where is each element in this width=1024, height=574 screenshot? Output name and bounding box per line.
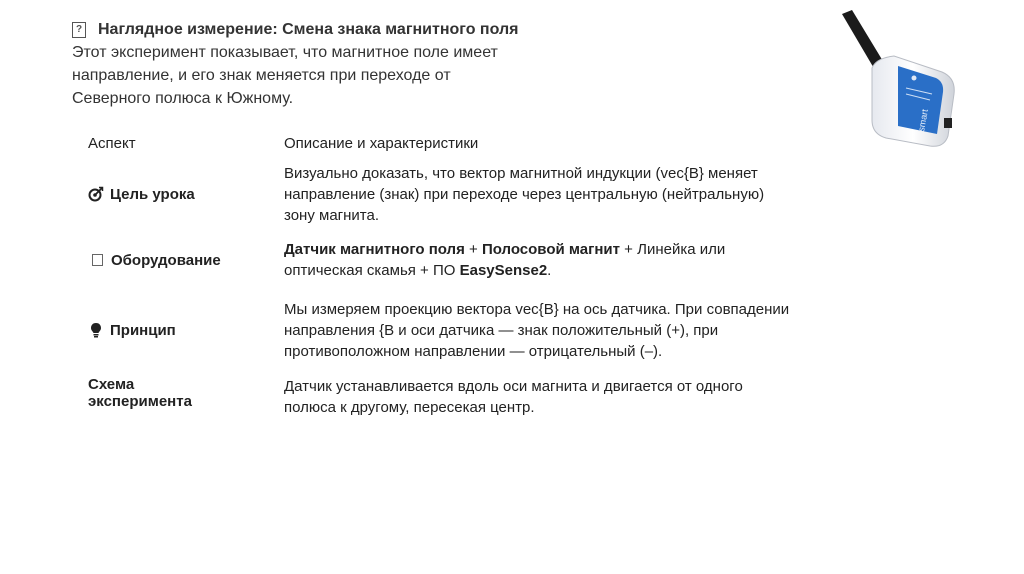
intro-line-1: Этот эксперимент показывает, что магнитное поле имеет bbox=[72, 44, 498, 61]
aspect-principle bbox=[88, 322, 284, 339]
device-label: smart bbox=[916, 108, 930, 133]
missing-glyph-icon: ? bbox=[72, 22, 86, 38]
aspect-principle-label: Принцип bbox=[110, 321, 176, 339]
intro-title-line bbox=[72, 18, 592, 41]
desc-line: Датчик устанавливается вдоль оси магнита и двигается от одного bbox=[284, 378, 743, 395]
aspect-goal bbox=[88, 186, 284, 203]
intro-block bbox=[72, 18, 592, 110]
header-description: Описание и характеристики bbox=[284, 134, 479, 152]
missing-glyph-icon bbox=[92, 254, 103, 266]
table-header-row bbox=[80, 128, 880, 158]
desc-line: оптическая скамья + ПО EasySense2. bbox=[284, 262, 552, 279]
desc-equipment bbox=[284, 230, 880, 290]
target-check-icon bbox=[88, 186, 104, 202]
header-aspect: Аспект bbox=[88, 134, 136, 152]
desc-line: направления {B и оси датчика — знак положительный (+), при bbox=[284, 321, 719, 339]
lightbulb-icon bbox=[88, 322, 104, 338]
desc-principle bbox=[284, 290, 880, 370]
intro-title: Наглядное измерение: Смена знака магнитного поля bbox=[98, 21, 519, 38]
desc-line: полюса к другому, пересекая центр. bbox=[284, 399, 535, 416]
aspects-table bbox=[80, 128, 880, 426]
aspect-goal-label: Цель урока bbox=[110, 185, 195, 203]
desc-line: направление (знак) при переходе через центральную (нейтральную) bbox=[284, 185, 765, 203]
desc-goal bbox=[284, 158, 880, 230]
aspect-scheme-line2: эксперимента bbox=[88, 393, 192, 410]
desc-line: Датчик магнитного поля + Полосовой магнит + Линейка или bbox=[284, 241, 726, 258]
table-row bbox=[80, 158, 880, 230]
desc-scheme bbox=[284, 370, 880, 426]
desc-line: Визуально доказать, что вектор магнитной индукции (vec{B} меняет bbox=[284, 164, 758, 182]
aspect-scheme-line1: Схема bbox=[88, 376, 135, 393]
aspect-equipment bbox=[88, 252, 284, 269]
table-row bbox=[80, 290, 880, 370]
desc-line: Мы измеряем проекцию вектора vec{B} на ось датчика. При совпадении bbox=[284, 300, 790, 318]
desc-line: зону магнита. bbox=[284, 206, 380, 224]
table-row bbox=[80, 370, 880, 426]
intro-line-3: Северного полюса к Южному. bbox=[72, 90, 294, 107]
aspect-equipment-label: Оборудование bbox=[111, 251, 221, 269]
intro-line-2: направление, и его знак меняется при переходе от bbox=[72, 67, 451, 84]
desc-line: противоположном направлении — отрицательный (–). bbox=[284, 342, 663, 360]
table-row bbox=[80, 230, 880, 290]
